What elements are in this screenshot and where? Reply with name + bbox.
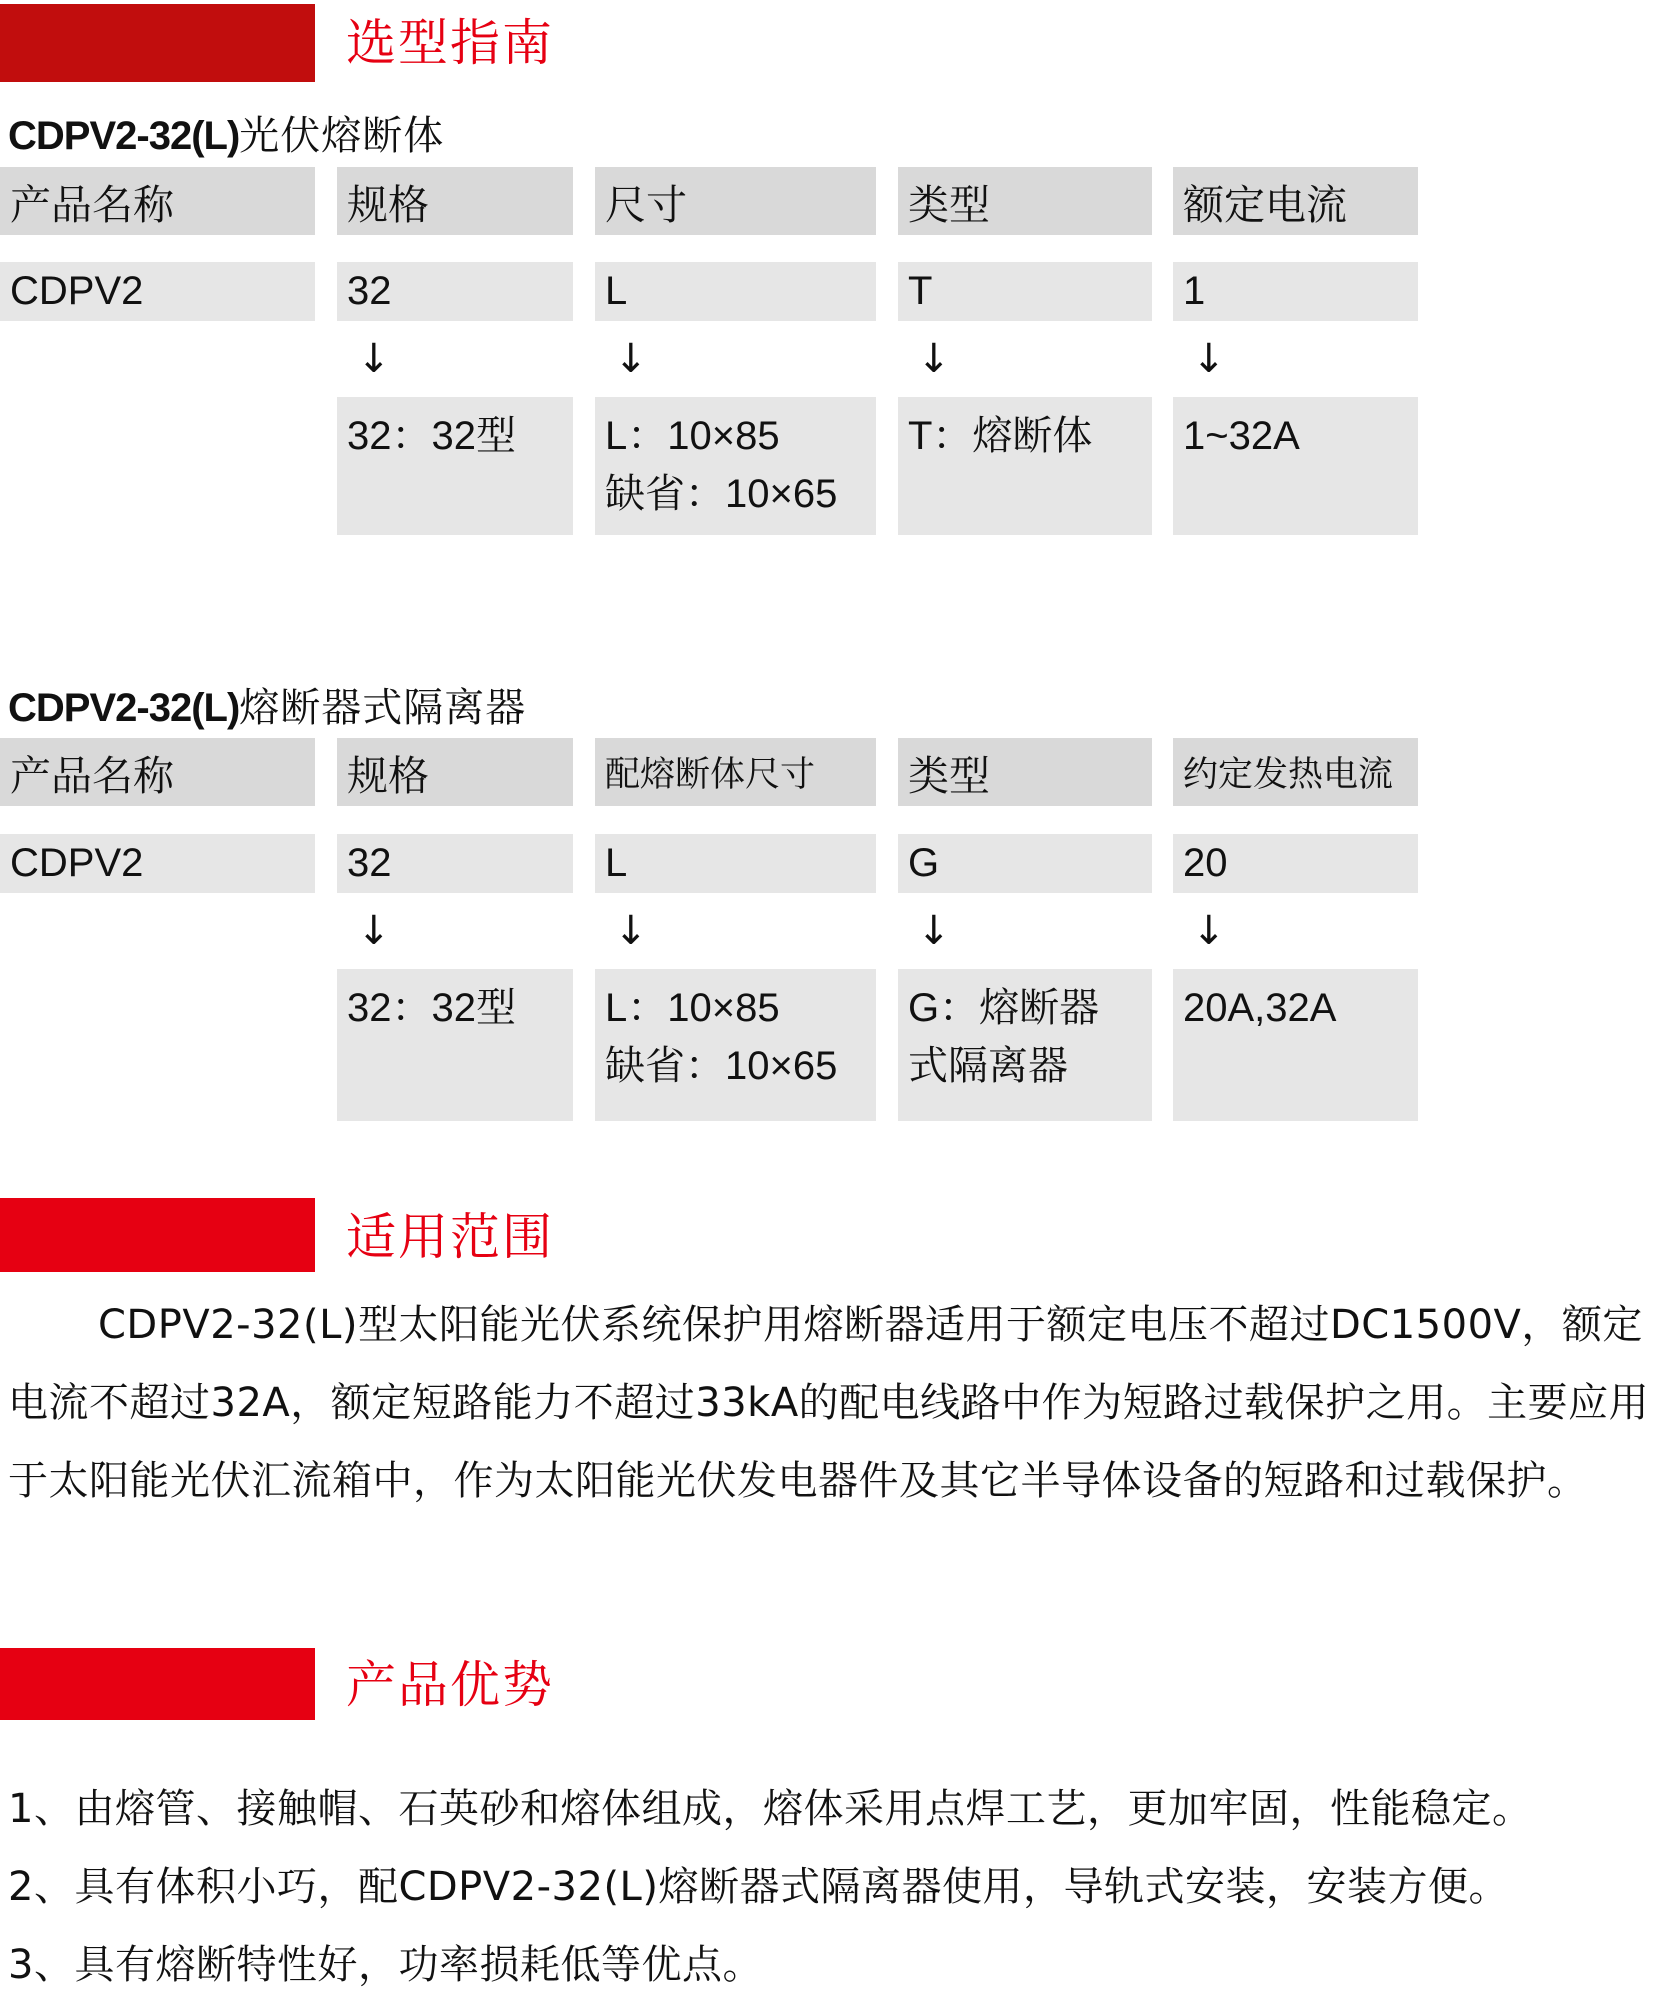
section-title-advantage: 产品优势 bbox=[346, 1656, 554, 1714]
section-bar-advantage bbox=[0, 1648, 315, 1720]
table2-title-model: CDPV2-32(L) bbox=[8, 686, 240, 730]
table1-desc-type: T：熔断体 bbox=[898, 397, 1152, 535]
table1-desc-size: L：10×85 缺省：10×65 bbox=[595, 397, 876, 535]
table2-title bbox=[8, 676, 526, 733]
table1-title-model: CDPV2-32(L) bbox=[8, 114, 240, 158]
table1-value-name: CDPV2 bbox=[0, 262, 315, 321]
advantage-item-3: 3、具有熔断特性好，功率损耗低等优点。 bbox=[8, 1942, 763, 1988]
table2-header-spec: 规格 bbox=[337, 738, 573, 806]
table2-desc-current: 20A,32A bbox=[1173, 969, 1418, 1121]
table1-value-spec: 32 bbox=[337, 262, 573, 321]
table2-value-size: L bbox=[595, 834, 876, 893]
table2-desc-type: G：熔断器 式隔离器 bbox=[898, 969, 1152, 1121]
table1-desc-spec: 32：32型 bbox=[337, 397, 573, 535]
table1-header-current: 额定电流 bbox=[1173, 167, 1418, 235]
table2-header-current: 约定发热电流 bbox=[1173, 738, 1418, 806]
scope-paragraph: CDPV2-32(L)型太阳能光伏系统保护用熔断器适用于额定电压不超过DC1500V，额定电流不超过32A，额定短路能力不超过33kA的配电线路中作为短路过载保护之用。主要应用于太阳能光伏汇流箱中，作为太阳能光伏发电器件及其它半导体设备的短路和过载保护。 bbox=[8, 1302, 1650, 1504]
arrow-down-icon: ↓ bbox=[614, 336, 648, 382]
advantage-item-2: 2、具有体积小巧，配CDPV2-32(L)熔断器式隔离器使用，导轨式安装，安装方便。 bbox=[8, 1864, 1509, 1910]
arrow-down-icon: ↓ bbox=[917, 336, 951, 382]
arrow-down-icon: ↓ bbox=[357, 336, 391, 382]
arrow-down-icon: ↓ bbox=[614, 908, 648, 954]
table2-header-size: 配熔断体尺寸 bbox=[595, 738, 876, 806]
table1-value-size: L bbox=[595, 262, 876, 321]
table1-header-type: 类型 bbox=[898, 167, 1152, 235]
table2-value-spec: 32 bbox=[337, 834, 573, 893]
arrow-down-icon: ↓ bbox=[917, 908, 951, 954]
section-bar-scope bbox=[0, 1198, 315, 1272]
table1-title bbox=[8, 104, 444, 161]
advantage-item-1: 1、由熔管、接触帽、石英砂和熔体组成，熔体采用点焊工艺，更加牢固，性能稳定。 bbox=[8, 1786, 1533, 1832]
table2-value-name: CDPV2 bbox=[0, 834, 315, 893]
table1-value-type: T bbox=[898, 262, 1152, 321]
section-title-guide: 选型指南 bbox=[346, 14, 554, 72]
arrow-down-icon: ↓ bbox=[1192, 908, 1226, 954]
table2-header-name: 产品名称 bbox=[0, 738, 315, 806]
table1-desc-current: 1~32A bbox=[1173, 397, 1418, 535]
table1-header-size: 尺寸 bbox=[595, 167, 876, 235]
table2-header-type: 类型 bbox=[898, 738, 1152, 806]
table2-value-type: G bbox=[898, 834, 1152, 893]
table2-desc-size: L：10×85 缺省：10×65 bbox=[595, 969, 876, 1121]
arrow-down-icon: ↓ bbox=[1192, 336, 1226, 382]
table2-desc-spec: 32：32型 bbox=[337, 969, 573, 1121]
arrow-down-icon: ↓ bbox=[357, 908, 391, 954]
table1-title-name: 光伏熔断体 bbox=[239, 113, 445, 159]
section-bar-guide bbox=[0, 4, 315, 82]
table2-title-name: 熔断器式隔离器 bbox=[239, 685, 527, 731]
table2-value-current: 20 bbox=[1173, 834, 1418, 893]
table1-header-name: 产品名称 bbox=[0, 167, 315, 235]
section-title-scope: 适用范围 bbox=[346, 1208, 554, 1266]
table1-header-spec: 规格 bbox=[337, 167, 573, 235]
table1-value-current: 1 bbox=[1173, 262, 1418, 321]
